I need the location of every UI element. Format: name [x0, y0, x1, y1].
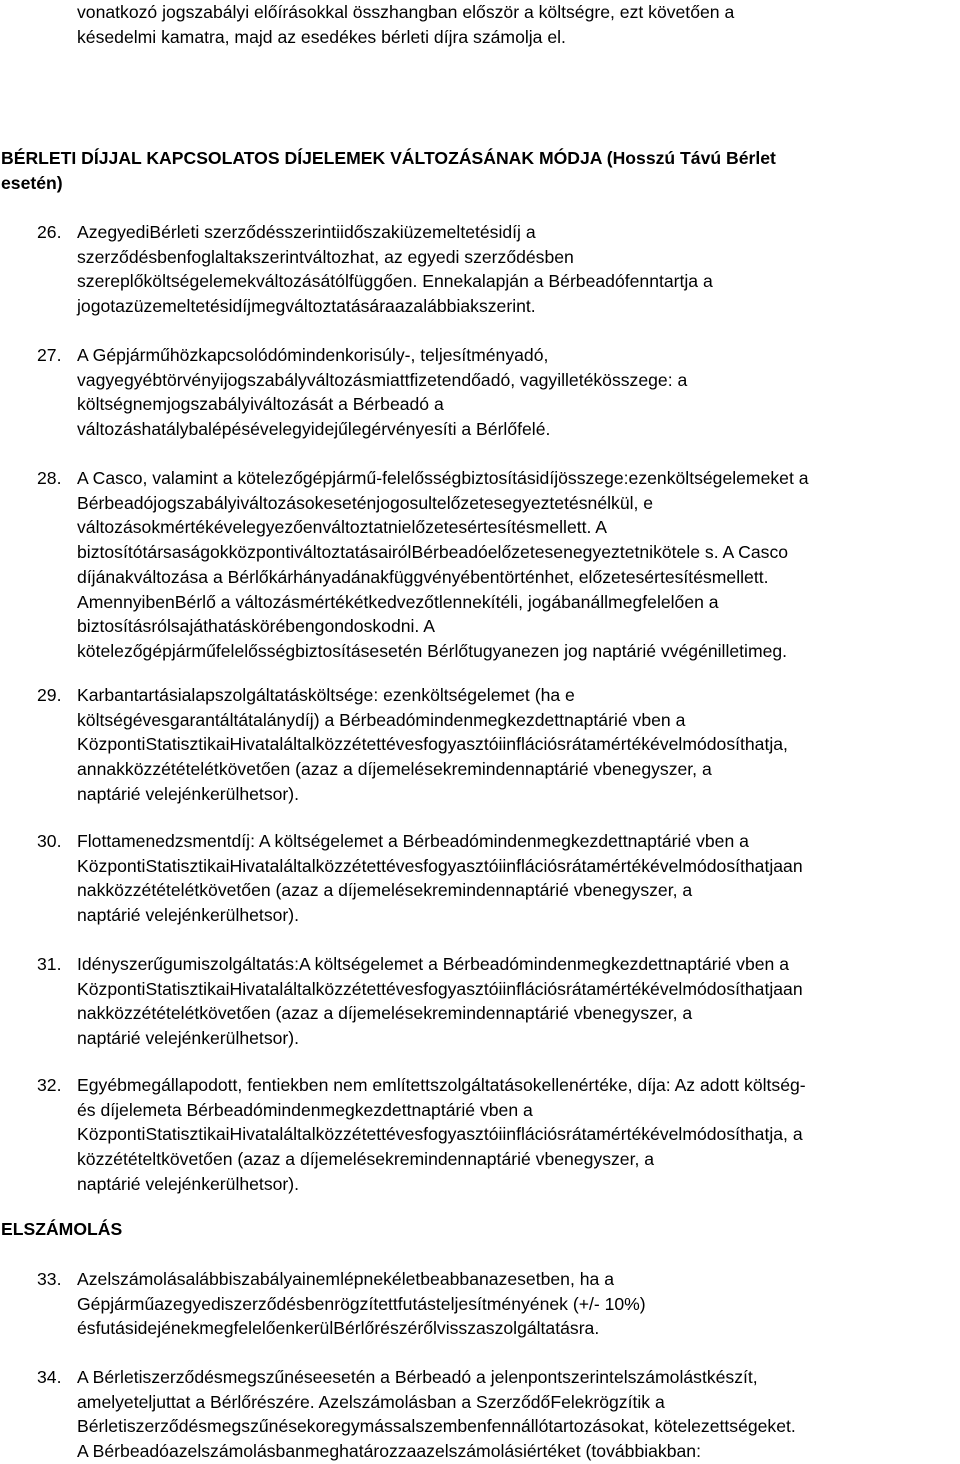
- item-line: közzétételtkövetően (azaz a díjemelésekremindennaptárié vbenegyszer, a: [77, 1149, 655, 1170]
- item-text: [77, 952, 957, 1051]
- item-number: 34.: [37, 1367, 62, 1387]
- item-line: nakközzétételétkövetően (azaz a díjemelésekremindennaptárié vbenegyszer, a: [77, 880, 693, 901]
- item-line: biztosításrólsajáthatáskörébengondoskodni. A: [77, 616, 435, 637]
- item-text: [77, 343, 957, 442]
- item-number: 26.: [37, 222, 62, 242]
- item-text: [77, 1365, 957, 1464]
- intro-paragraph: [77, 0, 947, 49]
- section-heading-long-term: [1, 146, 951, 195]
- item-line: jogotazüzemeltetésidíjmegváltoztatásáraazalábbiakszerint.: [77, 296, 536, 317]
- item-line: Flottamenedzsmentdíj: A költségelemet a Bérbeadómindenmegkezdettnaptárié vben a: [77, 831, 749, 851]
- intro-line: késedelmi kamatra, majd az esedékes bérleti díjra számolja el.: [77, 26, 566, 47]
- item-line: naptárié velejénkerülhetsor).: [77, 1028, 300, 1049]
- item-line: és díjelemeta Bérbeadómindenmegkezdettnaptárié vben a: [77, 1099, 533, 1120]
- section-heading-line: ELSZÁMOLÁS: [1, 1219, 123, 1239]
- item-line: A Gépjárműhözkapcsolódómindenkorisúly-, teljesítményadó,: [77, 345, 549, 365]
- item-number: 30.: [37, 831, 62, 851]
- item-line: A Bérletiszerződésmegszűnéseesetén a Bérbeadó a jelenpontszerintelszámolástkészít,: [77, 1367, 758, 1387]
- section-heading-settlement: [1, 1217, 951, 1242]
- item-text: [77, 829, 957, 928]
- item-line: KözpontiStatisztikaiHivataláltalközzétettévesfogyasztóiinflációsrátamértékévelmódosíthatjaan: [77, 855, 803, 876]
- item-line: annakközzétételétkövetően (azaz a díjemelésekremindennaptárié vbenegyszer, a: [77, 759, 712, 780]
- item-line: naptárié velejénkerülhetsor).: [77, 783, 300, 804]
- item-line: naptárié velejénkerülhetsor).: [77, 1173, 300, 1194]
- item-text: [77, 1073, 957, 1197]
- item-line: szerződésbenfoglaltakszerintváltozhat, az egyedi szerződésben: [77, 246, 574, 267]
- item-line: Bérbeadójogszabályiváltozásokeseténjogosultelőzetesegyeztetésnélkül, e: [77, 492, 654, 513]
- item-number: 33.: [37, 1269, 62, 1289]
- item-line: vagyegyébtörvényijogszabályváltozásmiattfizetendőadó, vagyilletékösszege: a: [77, 369, 688, 390]
- item-line: A Bérbeadóazelszámolásbanmeghatározzaazelszámolásiértéket (továbbiakban:: [77, 1441, 701, 1462]
- item-line: költségévesgarantáltátalánydíj) a Bérbeadómindenmegkezdettnaptárié vben a: [77, 709, 686, 730]
- item-text: [77, 683, 957, 807]
- item-line: Azelszámolásalábbiszabályainemlépnekéletbeabbanazesetben, ha a: [77, 1269, 614, 1289]
- item-number: 29.: [37, 685, 62, 705]
- item-line: változáshatálybalépésévelegyidejűlegérvényesíti a Bérlőfelé.: [77, 419, 551, 440]
- item-number: 32.: [37, 1075, 62, 1095]
- item-line: naptárié velejénkerülhetsor).: [77, 905, 300, 926]
- item-line: kötelezőgépjárműfelelősségbiztosításesetén Bérlőtugyanezen jog naptárié vvégénilletimeg.: [77, 640, 788, 661]
- item-text: [77, 220, 957, 319]
- item-line: KözpontiStatisztikaiHivataláltalközzétettévesfogyasztóiinflációsrátamértékévelmódosíthatja, a: [77, 1124, 803, 1145]
- item-line: nakközzétételétkövetően (azaz a díjemelésekremindennaptárié vbenegyszer, a: [77, 1003, 693, 1024]
- item-line: változásokmértékévelegyezőenváltoztatnielőzetesértesítésmellett. A: [77, 517, 608, 538]
- item-line: Bérletiszerződésmegszűnésekoregymássalszembenfennállótartozásokat, kötelezettségeket.: [77, 1416, 796, 1437]
- item-line: Gépjárműazegyediszerződésbenrögzítettfutásteljesítményének (+/- 10%): [77, 1293, 646, 1314]
- item-line: díjánakváltozása a Bérlőkárhányadánakfüggvényébentörténhet, előzetesértesítésmellett.: [77, 566, 769, 587]
- item-number: 28.: [37, 468, 62, 488]
- item-line: szereplőköltségelemekváltozásátólfüggően. Ennekalapján a Bérbeadófenntartja a: [77, 271, 713, 292]
- item-line: biztosítótársaságokközpontiváltoztatásairólBérbeadóelőzetesenegyeztetnikötele s. A Casco: [77, 542, 789, 563]
- item-line: Egyébmegállapodott, fentiekben nem említettszolgáltatásokellenértéke, díja: Az adott költség-: [77, 1075, 806, 1095]
- item-line: AmennyibenBérlő a változásmértékétkedvezőtlennekítéli, jogábanállmegfelelően a: [77, 591, 719, 612]
- section-heading-line: esetén): [1, 172, 63, 193]
- intro-line: vonatkozó jogszabályi előírásokkal összhangban először a költségre, ezt követően a: [77, 2, 735, 22]
- item-line: Idényszerűgumiszolgáltatás:A költségelemet a Bérbeadómindenmegkezdettnaptárié vben a: [77, 954, 790, 974]
- item-line: amelyeteljuttat a Bérlőrészére. Azelszámolásban a SzerződőFelekrögzítik a: [77, 1391, 665, 1412]
- item-line: AzegyediBérleti szerződésszerintiidőszakiüzemeltetésidíj a: [77, 222, 536, 242]
- section-heading-line: BÉRLETI DÍJJAL KAPCSOLATOS DÍJELEMEK VÁLTOZÁSÁNAK MÓDJA (Hosszú Távú Bérlet: [1, 148, 776, 168]
- item-line: KözpontiStatisztikaiHivataláltalközzétettévesfogyasztóiinflációsrátamértékévelmódosíthatjaan: [77, 978, 803, 999]
- item-line: KözpontiStatisztikaiHivataláltalközzétettévesfogyasztóiinflációsrátamértékévelmódosíthatja,: [77, 734, 788, 755]
- item-line: ésfutásidejénekmegfelelőenkerülBérlőrészérőlvisszaszolgáltatásra.: [77, 1318, 600, 1339]
- item-line: Karbantartásialapszolgáltatásköltsége: ezenköltségelemet (ha e: [77, 685, 575, 705]
- item-line: A Casco, valamint a kötelezőgépjármű-felelősségbiztosításidíjösszege:ezenköltségelemeket a: [77, 468, 809, 488]
- item-text: [77, 466, 957, 664]
- item-number: 27.: [37, 345, 62, 365]
- item-line: költségnemjogszabályiváltozását a Bérbeadó a: [77, 394, 444, 415]
- item-text: [77, 1267, 957, 1341]
- item-number: 31.: [37, 954, 62, 974]
